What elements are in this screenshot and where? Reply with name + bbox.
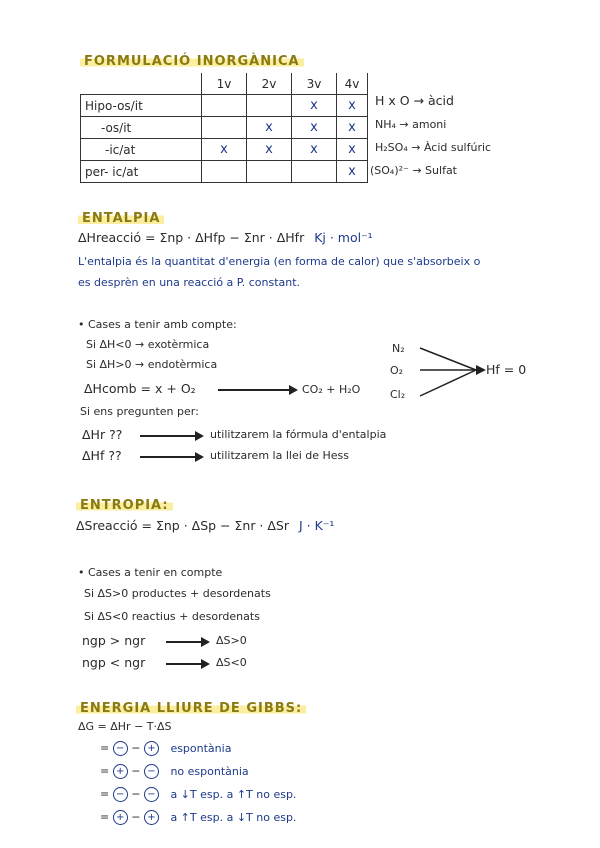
rule1-right: ΔS>0 [216,634,247,647]
entalpia-cases-title: • Cases a tenir amb compte: [78,318,237,331]
entropia-case-2: Si ΔS<0 reactius + desordenats [84,610,260,623]
gibbs-row-text: no espontània [170,764,249,778]
gibbs-formula: ΔG = ΔHr − T·ΔS [78,720,172,733]
table-row [81,139,368,161]
table-cell: x [292,139,337,161]
q2-arrow [140,456,202,458]
sign-circle: − [113,787,128,802]
note-sulfuric: H₂SO₄ → Àcid sulfúric [375,141,492,154]
sign-circle: + [113,810,128,825]
table-cell: x [292,95,337,117]
entropia-formula: ΔSreacció = Σnp · ΔSp − Σnr · ΔSr J · K⁻¹ [76,518,335,533]
sign-circle: − [113,741,128,756]
rule2-left: ngp < ngr [82,655,146,670]
table-cell: x [292,117,337,139]
table-row [81,161,368,183]
formulacio-title: FORMULACIÓ INORGÀNICA [80,50,304,69]
row-label: per- ic/at [81,161,202,183]
note-sulfat: (SO₄)²⁻ → Sulfat [370,164,457,177]
rule2-right: ΔS<0 [216,656,247,669]
gibbs-row-text: a ↑T esp. a ↓T no esp. [170,810,297,824]
comb-right: CO₂ + H₂O [302,383,361,396]
table-cell [247,95,292,117]
col-header: 2v [247,73,292,95]
gibbs-row-text: a ↓T esp. a ↑T no esp. [170,787,297,801]
col-header: 4v [337,73,368,95]
table-cell: x [337,95,368,117]
row-label: -ic/at [81,139,202,161]
row-label: -os/it [81,117,202,139]
element-cl2: Cl₂ [390,388,406,401]
elements-result: Hf = 0 [486,362,527,377]
table-row [81,95,368,117]
gibbs-row: = + − − no espontània [100,764,249,778]
row-label: Hipo-os/it [81,95,202,117]
q1-right: utilitzarem la fórmula d'entalpia [210,428,387,441]
table-cell [247,161,292,183]
gibbs-row-text: espontània [170,741,232,755]
entalpia-case-exo: Si ΔH<0 → exotèrmica [86,338,210,351]
sign-circle: + [113,764,128,779]
gibbs-row: = − − + espontània [100,741,232,755]
q1-arrow [140,435,202,437]
col-header: 3v [292,73,337,95]
entalpia-case-endo: Si ΔH>0 → endotèrmica [86,358,218,371]
gibbs-row: = + − + a ↑T esp. a ↓T no esp. [100,810,297,824]
entropia-title: ENTROPIA: [76,494,173,513]
table-cell: x [337,117,368,139]
table-cell [202,117,247,139]
table-row [81,117,368,139]
table-cell [202,95,247,117]
element-o2: O₂ [390,364,404,377]
entalpia-definition-2: es desprèn en una reacció a P. constant. [78,276,301,289]
comb-left: ΔHcomb = x + O₂ [84,381,196,396]
gibbs-row: = − − − a ↓T esp. a ↑T no esp. [100,787,297,801]
question-label: Si ens pregunten per: [80,405,199,418]
sign-circle: − [144,764,159,779]
rule1-left: ngp > ngr [82,633,146,648]
entalpia-definition-1: L'entalpia és la quantitat d'energia (en forma de calor) que s'absorbeix o [78,255,481,268]
comb-arrow [218,389,296,391]
q2-left: ΔHf ?? [82,448,122,463]
table-cell: x [247,139,292,161]
note-acid: H x O → àcid [375,93,454,108]
sign-circle: + [144,810,159,825]
entropia-cases-title: • Cases a tenir en compte [78,566,223,579]
table-cell [202,161,247,183]
sign-circle: + [144,741,159,756]
rule1-arrow [166,641,208,643]
entalpia-units: Kj · mol⁻¹ [314,230,373,245]
rule2-arrow [166,663,208,665]
col-header: 1v [202,73,247,95]
entalpia-formula: ΔHreacció = Σnp · ΔHfp − Σnr · ΔHfr Kj · mol⁻¹ [78,230,373,245]
entropia-case-1: Si ΔS>0 productes + desordenats [84,587,271,600]
q1-left: ΔHr ?? [82,427,123,442]
element-n2: N₂ [392,342,405,355]
table-cell: x [337,161,368,183]
table-cell [292,161,337,183]
valence-table [80,73,368,183]
table-cell: x [337,139,368,161]
table-cell: x [247,117,292,139]
sign-circle: − [144,787,159,802]
table-cell: x [202,139,247,161]
note-amoni: NH₄ → amoni [375,118,447,131]
entalpia-title: ENTALPIA [78,207,164,226]
entropia-units: J · K⁻¹ [299,518,335,533]
q2-right: utilitzarem la llei de Hess [210,449,350,462]
converging-arrows [410,340,490,410]
gibbs-title: ENERGIA LLIURE DE GIBBS: [76,697,306,716]
